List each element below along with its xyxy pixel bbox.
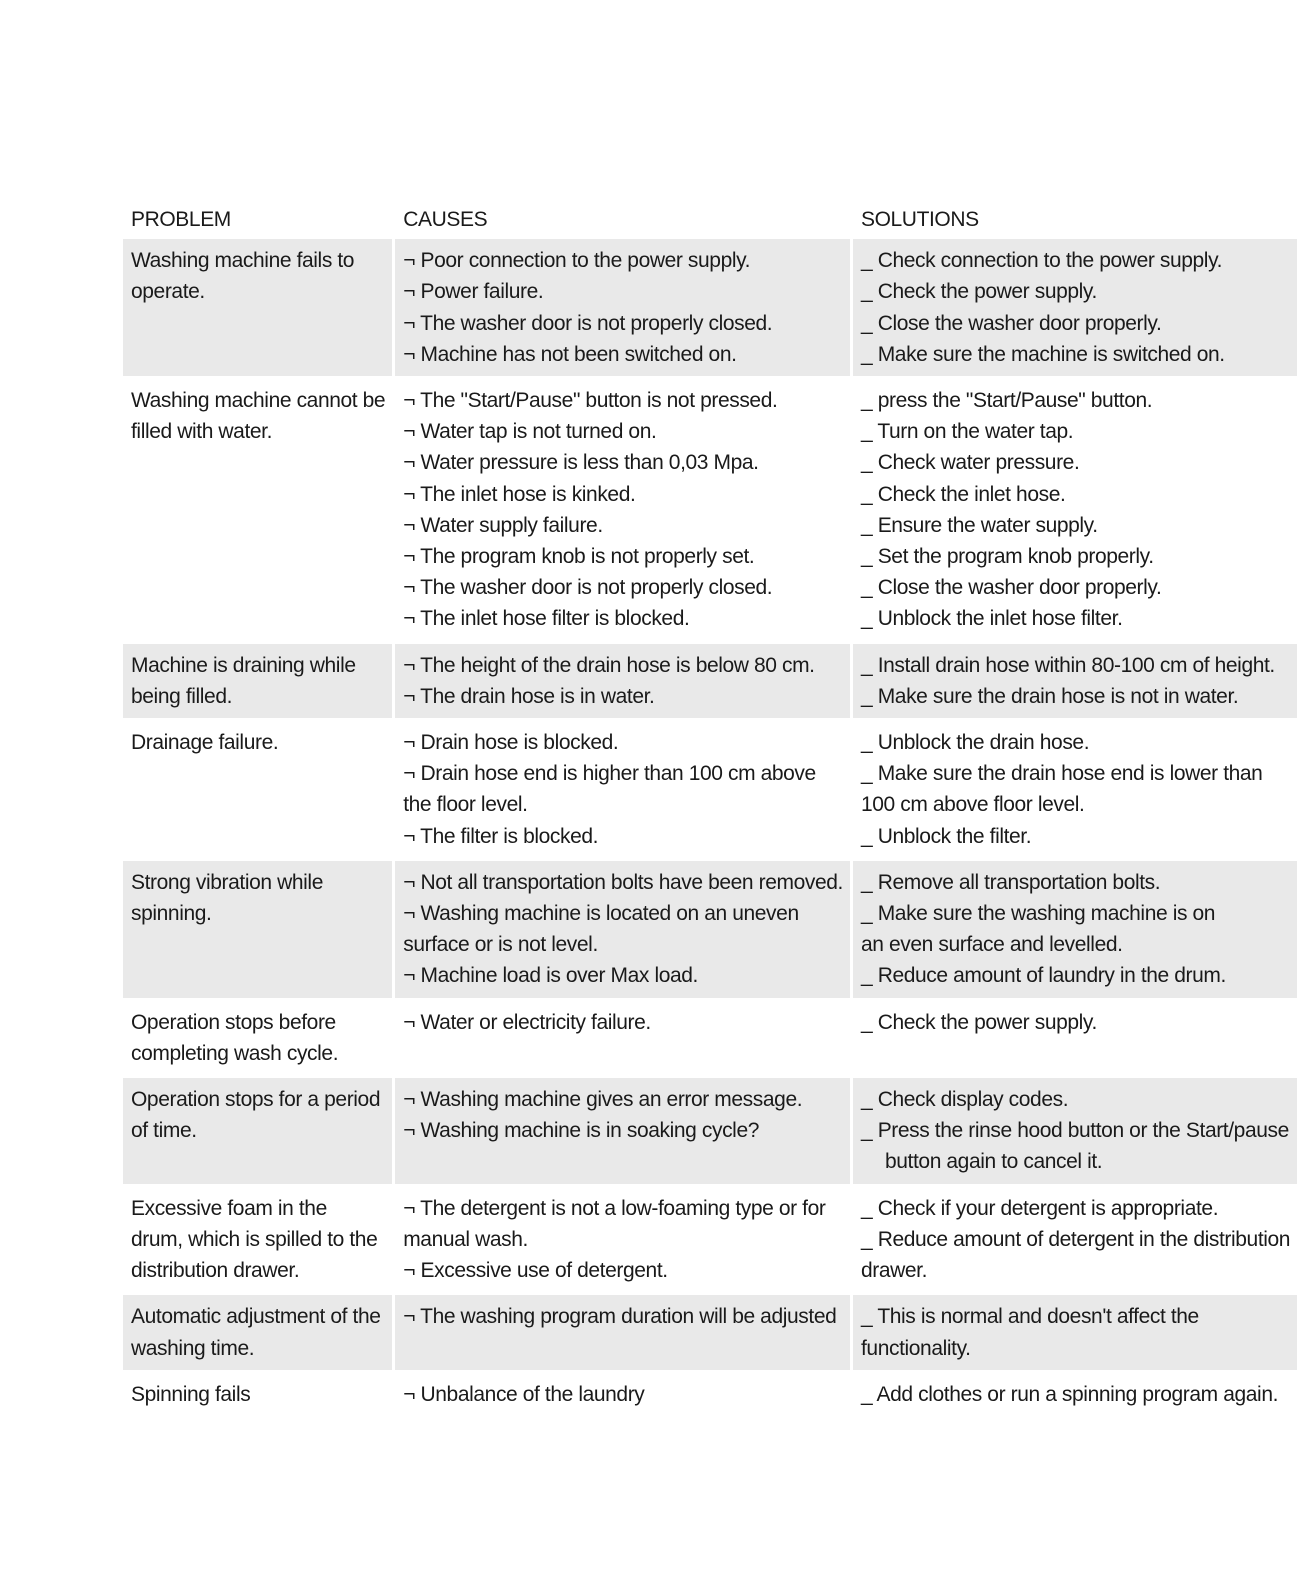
solutions-line: _ Check display codes.	[860, 1088, 1069, 1112]
problem-line: being filled.	[131, 684, 233, 708]
solutions-line: _ Close the washer door properly.	[860, 311, 1162, 335]
solutions-line: _ Make sure the washing machine is on	[860, 902, 1216, 926]
table-row	[123, 642, 1297, 719]
causes-line: ¬ Drain hose end is higher than 100 cm above	[403, 762, 816, 786]
problem-line: Excessive foam in the	[131, 1196, 327, 1220]
problem-cell	[123, 720, 394, 860]
causes-line: ¬ Water or electricity failure.	[403, 1010, 651, 1034]
solutions-line: _ Make sure the drain hose is not in water.	[860, 684, 1239, 708]
causes-line: ¬ Excessive use of detergent.	[403, 1259, 668, 1283]
causes-cell	[394, 999, 852, 1076]
problem-line: Washing machine cannot be	[131, 389, 386, 413]
solutions-line: _ Turn on the water tap.	[860, 420, 1074, 444]
solutions-line: _ Set the program knob properly.	[860, 545, 1154, 569]
table-row	[123, 999, 1297, 1076]
problem-line: Spinning fails	[131, 1382, 251, 1406]
problem-line: distribution drawer.	[131, 1259, 300, 1283]
causes-line: ¬ Drain hose is blocked.	[403, 731, 619, 755]
solutions-line: _ Close the washer door properly.	[860, 576, 1162, 600]
causes-line: ¬ Not all transportation bolts have been removed.	[403, 870, 843, 894]
table-header-row	[123, 198, 1297, 239]
causes-line: ¬ The washing program duration will be adjusted	[403, 1305, 837, 1329]
table-row	[123, 239, 1297, 377]
problem-line: operate.	[131, 280, 205, 304]
solutions-line: _ Press the rinse hood button or the Start/pause	[860, 1119, 1289, 1143]
problem-line: Automatic adjustment of the	[131, 1305, 381, 1329]
solutions-cell	[851, 378, 1297, 643]
causes-line: ¬ The program knob is not properly set.	[403, 545, 755, 569]
solutions-line: _ Unblock the drain hose.	[860, 731, 1090, 755]
solutions-line: 100 cm above floor level.	[860, 793, 1085, 817]
solutions-cell	[851, 999, 1297, 1076]
solutions-line: _ Check if your detergent is appropriate.	[860, 1196, 1219, 1220]
solutions-cell	[851, 1077, 1297, 1186]
solutions-line: _ Reduce amount of laundry in the drum.	[860, 964, 1226, 988]
table-row	[123, 720, 1297, 860]
causes-cell	[394, 1185, 852, 1294]
problem-line: filled with water.	[131, 420, 273, 444]
solutions-line: _ Check connection to the power supply.	[860, 249, 1223, 273]
problem-cell	[123, 239, 394, 377]
causes-line: ¬ Washing machine is in soaking cycle?	[403, 1119, 760, 1143]
causes-cell	[394, 642, 852, 719]
causes-line: ¬ Water supply failure.	[403, 513, 603, 537]
causes-line: ¬ Machine has not been switched on.	[403, 342, 737, 366]
problem-cell	[123, 642, 394, 719]
problem-line: Strong vibration while	[131, 870, 323, 894]
solutions-line: _ Check water pressure.	[860, 451, 1080, 475]
solutions-line: _ Check the inlet hose.	[860, 482, 1066, 506]
problem-cell	[123, 378, 394, 643]
problem-cell	[123, 1185, 394, 1294]
causes-line: ¬ The washer door is not properly closed.	[403, 311, 773, 335]
problem-line: drum, which is spilled to the	[131, 1227, 378, 1251]
table-row	[123, 1077, 1297, 1186]
problem-line: spinning.	[131, 902, 212, 926]
problem-line: Operation stops before	[131, 1010, 336, 1034]
causes-line: ¬ The height of the drain hose is below 80 cm.	[403, 653, 815, 677]
causes-line: ¬ The filter is blocked.	[403, 824, 599, 848]
causes-line: ¬ Washing machine gives an error message.	[403, 1088, 803, 1112]
solutions-cell	[851, 642, 1297, 719]
causes-line: surface or is not level.	[403, 933, 598, 957]
header-causes: CAUSES	[394, 198, 852, 239]
problem-line: Machine is draining while	[131, 653, 356, 677]
causes-cell	[394, 239, 852, 377]
solutions-line: _ Make sure the machine is switched on.	[860, 342, 1225, 366]
solutions-cell	[851, 720, 1297, 860]
troubleshooting-table	[123, 198, 1297, 1416]
solutions-line: an even surface and levelled.	[860, 933, 1123, 957]
causes-cell	[394, 720, 852, 860]
problem-line: washing time.	[131, 1336, 255, 1360]
problem-cell	[123, 999, 394, 1076]
causes-line: ¬ The washer door is not properly closed.	[403, 576, 773, 600]
causes-line: ¬ Power failure.	[403, 280, 544, 304]
solutions-line: _ Check the power supply.	[860, 1010, 1097, 1034]
causes-cell	[394, 1294, 852, 1371]
problem-line: Washing machine fails to	[131, 249, 355, 273]
causes-cell	[394, 859, 852, 999]
solutions-line: _ Install drain hose within 80-100 cm of height.	[860, 653, 1275, 677]
causes-line: the floor level.	[403, 793, 528, 817]
solutions-cell	[851, 1371, 1297, 1416]
solutions-cell	[851, 859, 1297, 999]
causes-cell	[394, 378, 852, 643]
solutions-cell	[851, 1294, 1297, 1371]
solutions-line: _ press the "Start/Pause" button.	[860, 389, 1153, 413]
table-row	[123, 1294, 1297, 1371]
solutions-line: _ Ensure the water supply.	[860, 513, 1098, 537]
causes-line: ¬ The drain hose is in water.	[403, 684, 655, 708]
causes-cell	[394, 1371, 852, 1416]
causes-line: ¬ Water tap is not turned on.	[403, 420, 657, 444]
causes-line: ¬ Poor connection to the power supply.	[403, 249, 751, 273]
problem-cell	[123, 1294, 394, 1371]
solutions-line: _ Unblock the filter.	[860, 824, 1032, 848]
problem-line: Operation stops for a period	[131, 1088, 381, 1112]
causes-cell	[394, 1077, 852, 1186]
solutions-line: _ Check the power supply.	[860, 280, 1097, 304]
causes-line: ¬ The detergent is not a low-foaming type or for	[403, 1196, 826, 1220]
solutions-line: _ Reduce amount of detergent in the distribution	[860, 1227, 1291, 1251]
table-row	[123, 378, 1297, 643]
solutions-line: functionality.	[860, 1336, 971, 1360]
causes-line: ¬ Washing machine is located on an uneven	[403, 902, 799, 926]
header-problem: PROBLEM	[131, 208, 231, 231]
solutions-line: _ Add clothes or run a spinning program again.	[860, 1382, 1279, 1406]
solutions-line: _ Unblock the inlet hose filter.	[860, 607, 1123, 631]
solutions-line: drawer.	[860, 1259, 928, 1283]
solutions-line: _ Make sure the drain hose end is lower than	[860, 762, 1263, 786]
solutions-line: button again to cancel it.	[884, 1150, 1103, 1174]
problem-line: Drainage failure.	[131, 731, 279, 755]
table-body	[123, 239, 1297, 1416]
table-row	[123, 859, 1297, 999]
causes-line: manual wash.	[403, 1227, 528, 1251]
problem-cell	[123, 859, 394, 999]
table-row	[123, 1371, 1297, 1416]
problem-cell	[123, 1077, 394, 1186]
causes-line: ¬ Machine load is over Max load.	[403, 964, 698, 988]
solutions-line: _ This is normal and doesn't affect the	[860, 1305, 1199, 1329]
header-solutions: SOLUTIONS	[851, 198, 1297, 239]
solutions-cell	[851, 239, 1297, 377]
problem-line: of time.	[131, 1119, 197, 1143]
problem-line: completing wash cycle.	[131, 1041, 339, 1065]
table-row	[123, 1185, 1297, 1294]
causes-line: ¬ The "Start/Pause" button is not pressed.	[403, 389, 778, 413]
solutions-line: _ Remove all transportation bolts.	[860, 870, 1161, 894]
causes-line: ¬ The inlet hose is kinked.	[403, 482, 636, 506]
causes-line: ¬ Unbalance of the laundry	[403, 1382, 645, 1406]
solutions-cell	[851, 1185, 1297, 1294]
problem-cell	[123, 1371, 394, 1416]
causes-line: ¬ The inlet hose filter is blocked.	[403, 607, 690, 631]
causes-line: ¬ Water pressure is less than 0,03 Mpa.	[403, 451, 759, 475]
